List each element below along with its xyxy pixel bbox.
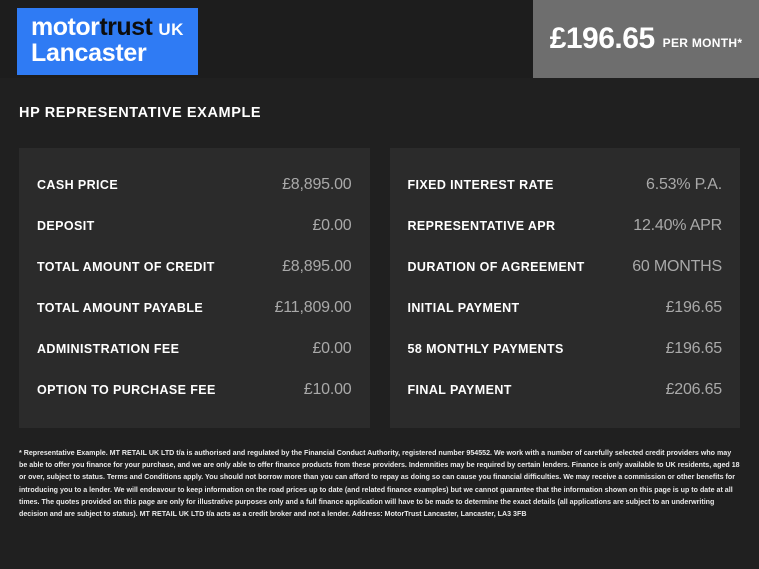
row-label: DEPOSIT: [37, 218, 95, 233]
logo-line-primary: [31, 14, 184, 40]
row-label: TOTAL AMOUNT PAYABLE: [37, 300, 204, 315]
row-value: £10.00: [303, 380, 352, 398]
row-value: £0.00: [312, 339, 352, 357]
brand-area: [0, 0, 533, 78]
row-value: 6.53% P.A.: [646, 175, 722, 193]
row-label: FINAL PAYMENT: [407, 382, 512, 397]
logo-word-motor: motor: [31, 13, 100, 41]
row-value: £0.00: [312, 216, 352, 234]
row-value: £206.65: [665, 380, 722, 398]
table-row: [37, 328, 352, 369]
row-label: DURATION OF AGREEMENT: [407, 259, 585, 274]
row-value: £196.65: [665, 298, 722, 316]
table-row: [37, 287, 352, 328]
table-row: [408, 164, 723, 205]
row-value: 12.40% APR: [633, 216, 722, 234]
logo-word-trust: trust: [99, 13, 153, 41]
legal-disclaimer: * Representative Example. MT RETAIL UK LTD t/a is authorised and regulated by the Financial Conduct Authority, registered number 954552. We work with a number of carefully selected credit providers who may be able to offer you finance for your purchase, and we are only able to offer finance products from these providers. Indemnities may be required by certain lenders. Finance is only available to UK residents, aged 18 or over, subject to status. Terms and Conditions apply. You should not borrow more than you can afford to repay as doing so can cause you financial difficulties. We may receive a commission or other benefits for introducing you to a lender. We will endeavour to keep information on the road prices up to date (and related finance examples) but we cannot guarantee that the information shown on this page is up to date at all times. The quotes provided on this page are only for illustrative purposes only and a full finance application will have to be made to determine the exact details (all applications are subject to an underwriting decision and are subject to status). MT RETAIL UK LTD t/a acts as a credit broker and not a lender. Address: MotorTrust Lancaster, Lancaster, LA3 3FB: [19, 449, 740, 518]
agreement-terms-panel: [390, 148, 741, 428]
row-value: £8,895.00: [282, 257, 352, 275]
table-row: [37, 369, 352, 410]
cost-breakdown-panel: [19, 148, 370, 428]
row-value: £196.65: [665, 339, 722, 357]
finance-details-panels: [0, 121, 759, 428]
table-row: [408, 246, 723, 287]
row-label: INITIAL PAYMENT: [407, 300, 520, 315]
logo-word-uk: UK: [158, 20, 184, 39]
row-label: ADMINISTRATION FEE: [37, 341, 180, 356]
row-label: REPRESENTATIVE APR: [407, 218, 556, 233]
monthly-price-amount: £196.65: [549, 22, 655, 55]
row-value: £11,809.00: [274, 298, 352, 316]
page-header: [0, 0, 759, 78]
row-label: FIXED INTEREST RATE: [407, 177, 554, 192]
table-row: [37, 246, 352, 287]
logo-location: Lancaster: [31, 39, 147, 68]
table-row: [408, 205, 723, 246]
logo[interactable]: [17, 8, 198, 75]
table-row: [408, 328, 723, 369]
row-label: OPTION TO PURCHASE FEE: [37, 382, 216, 397]
row-value: 60 MONTHS: [632, 257, 722, 275]
monthly-price-banner: [533, 0, 759, 78]
row-value: £8,895.00: [282, 175, 352, 193]
table-row: [408, 369, 723, 410]
row-label: CASH PRICE: [37, 177, 119, 192]
monthly-price-period: PER MONTH*: [662, 36, 743, 50]
row-label: TOTAL AMOUNT OF CREDIT: [37, 259, 215, 274]
table-row: [408, 287, 723, 328]
row-label: 58 MONTHLY PAYMENTS: [407, 341, 564, 356]
page-title: HP REPRESENTATIVE EXAMPLE: [19, 105, 262, 121]
table-row: [37, 164, 352, 205]
table-row: [37, 205, 352, 246]
